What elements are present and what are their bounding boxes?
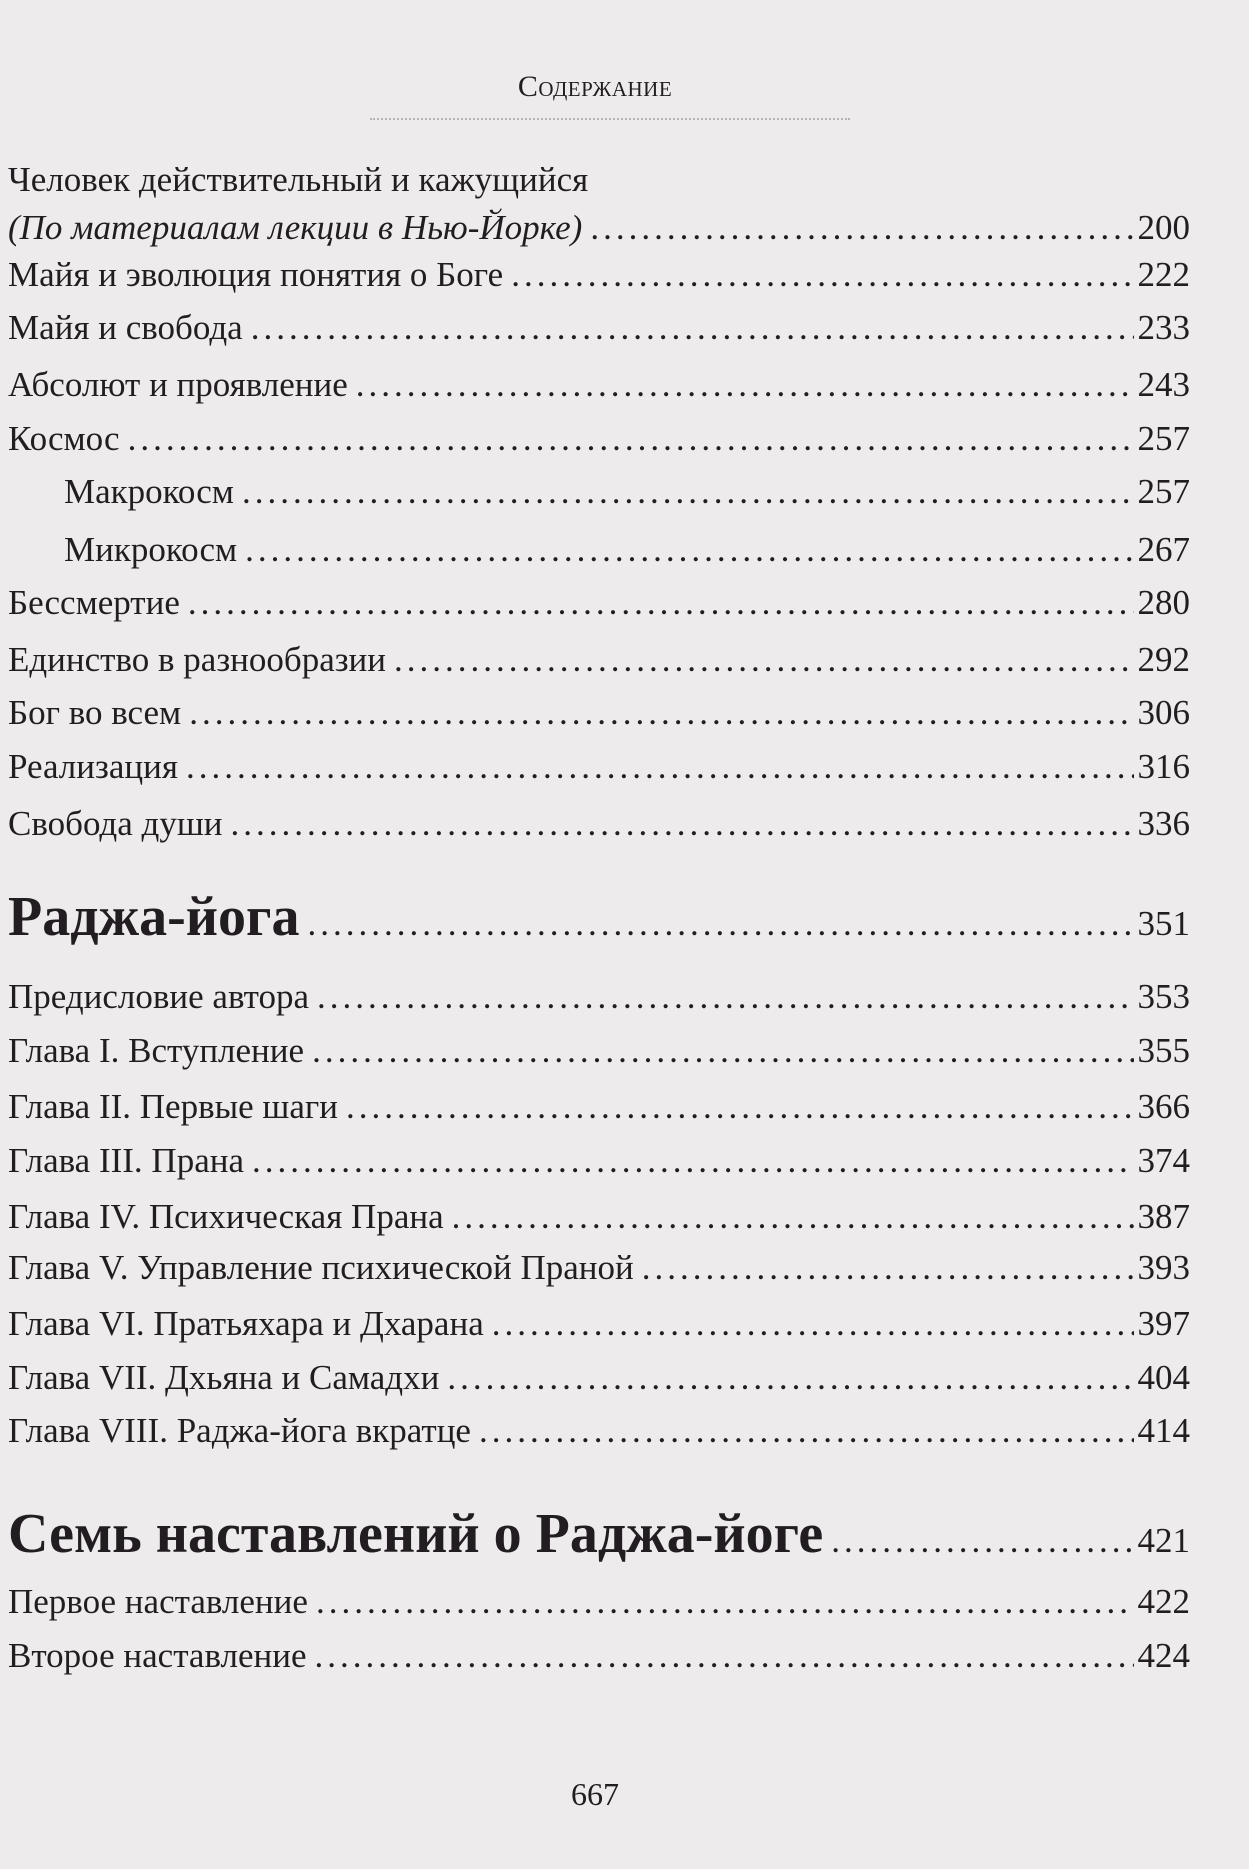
toc-entry[interactable] [8,1084,1190,1130]
dot-leader [590,205,1133,251]
toc-entry[interactable] [64,527,1190,573]
toc-entry[interactable] [8,1028,1190,1074]
toc-entry-title: Макрокосм [64,472,234,511]
toc-section-heading[interactable] [8,1499,1190,1569]
toc-entry[interactable] [8,416,1190,462]
dot-leader [251,305,1134,351]
dot-leader [479,1408,1134,1454]
toc-entry-title: Глава II. Первые шаги [8,1087,338,1126]
toc-entry[interactable] [8,252,1190,298]
toc-entry-title: Глава V. Управление психической Праной [8,1248,634,1287]
toc-page-number: 414 [1137,1411,1190,1450]
toc-page-number: 243 [1137,365,1190,404]
dot-leader [312,1028,1133,1074]
toc-entry-title: Глава I. Вступление [8,1031,305,1070]
toc-page-number: 257 [1137,472,1190,511]
toc-entry[interactable] [8,1355,1190,1401]
dot-leader [346,1084,1134,1130]
toc-entry-title: Майя и эволюция понятия о Боге [8,255,504,294]
toc-entry-title: Глава III. Прана [8,1141,244,1180]
dot-leader [231,801,1134,847]
toc-entry-title: Первое наставление [8,1582,308,1621]
toc-entry-title: Предисловие автора [8,977,309,1016]
toc-entry[interactable] [8,744,1190,790]
dot-leader [245,527,1133,573]
toc-entry-title: Семь наставлений о Раджа-йоге [8,1503,824,1565]
dot-leader [492,1301,1134,1347]
toc-entry[interactable] [64,469,1190,515]
toc-page-number: 222 [1137,255,1190,294]
toc-entry[interactable] [8,690,1190,736]
toc-entry-title: Раджа-йога [8,886,300,948]
toc-entry[interactable] [8,580,1190,626]
toc-entry[interactable] [8,1408,1190,1454]
running-header: Содержание [517,70,673,103]
toc-entry-title: Микрокосм [64,530,238,569]
page-number: 667 [571,1776,619,1812]
toc-entry-title: Единство в разнообразии [8,640,387,679]
toc-page-number: 200 [1137,208,1190,247]
toc-page-number: 292 [1137,640,1190,679]
dot-leader [394,637,1133,683]
toc-entry-title: Второе наставление [8,1636,307,1675]
toc-entry[interactable] [8,205,1190,251]
dot-leader [831,1506,1133,1576]
dot-leader [511,252,1133,298]
toc-entry[interactable] [8,1579,1190,1625]
toc-entry[interactable] [8,1633,1190,1679]
toc-entry[interactable] [8,1138,1190,1184]
toc-entry[interactable] [8,974,1190,1020]
toc-entry[interactable] [8,637,1190,683]
toc-entry-title: Бог во всем [8,693,182,732]
toc-page-number: 233 [1137,308,1190,347]
toc-page-number: 306 [1137,693,1190,732]
toc-entry[interactable] [8,1245,1190,1291]
toc-entry[interactable] [8,1301,1190,1347]
toc-page-number: 280 [1137,583,1190,622]
dot-leader [315,1633,1134,1679]
toc-entry-title: Абсолют и проявление [8,365,348,404]
toc-entry[interactable] [8,362,1190,408]
toc-entry-title: Майя и свобода [8,308,243,347]
dot-leader [316,1579,1134,1625]
toc-entry-title: Глава VII. Дхьяна и Самадхи [8,1358,440,1397]
toc-page-number: 355 [1137,1031,1190,1070]
toc-page-number: 353 [1137,977,1190,1016]
toc-page-number: 267 [1137,530,1190,569]
dot-leader [356,362,1134,408]
toc-page-number: 351 [1137,904,1190,943]
toc-section-heading[interactable] [8,882,1190,952]
dot-leader [189,690,1133,736]
toc-page-number: 336 [1137,804,1190,843]
toc-page-number: 366 [1137,1087,1190,1126]
dot-leader [642,1245,1134,1291]
dot-leader [447,1355,1133,1401]
toc-page-number: 393 [1137,1248,1190,1287]
dot-leader [252,1138,1134,1184]
dot-leader [186,744,1134,790]
toc-entry-title: Человек действительный и кажущийся [8,160,589,199]
dot-leader [128,416,1134,462]
toc-page-number: 397 [1137,1304,1190,1343]
toc-entry-subtitle: (По материалам лекции в Нью-Йорке) [8,208,583,247]
dot-leader [188,580,1134,626]
toc-entry-title: Реализация [8,747,178,786]
toc-entry-title: Глава IV. Психическая Прана [8,1197,444,1236]
toc-page-number: 316 [1137,747,1190,786]
toc-page-number: 424 [1137,1636,1190,1675]
dot-leader [307,889,1133,959]
toc-page-number: 421 [1137,1521,1190,1560]
toc-entry-title: Космос [8,419,120,458]
toc-entry-title: Глава VI. Пратьяхара и Дхарана [8,1304,484,1343]
toc-page-number: 387 [1137,1197,1190,1236]
toc-entry-title: Свобода души [8,804,223,843]
toc-entry[interactable] [8,1194,1190,1240]
header-divider [370,118,850,120]
toc-entry[interactable] [8,305,1190,351]
toc-entry-title: Глава VIII. Раджа-йога вкратце [8,1411,471,1450]
toc-page-number: 374 [1137,1141,1190,1180]
dot-leader [452,1194,1134,1240]
toc-page-number: 257 [1137,419,1190,458]
toc-entry-title: Бессмертие [8,583,180,622]
toc-page-number: 422 [1137,1582,1190,1621]
dot-leader [317,974,1134,1020]
toc-entry[interactable] [8,801,1190,847]
dot-leader [242,469,1134,515]
toc-page-number: 404 [1137,1358,1190,1397]
